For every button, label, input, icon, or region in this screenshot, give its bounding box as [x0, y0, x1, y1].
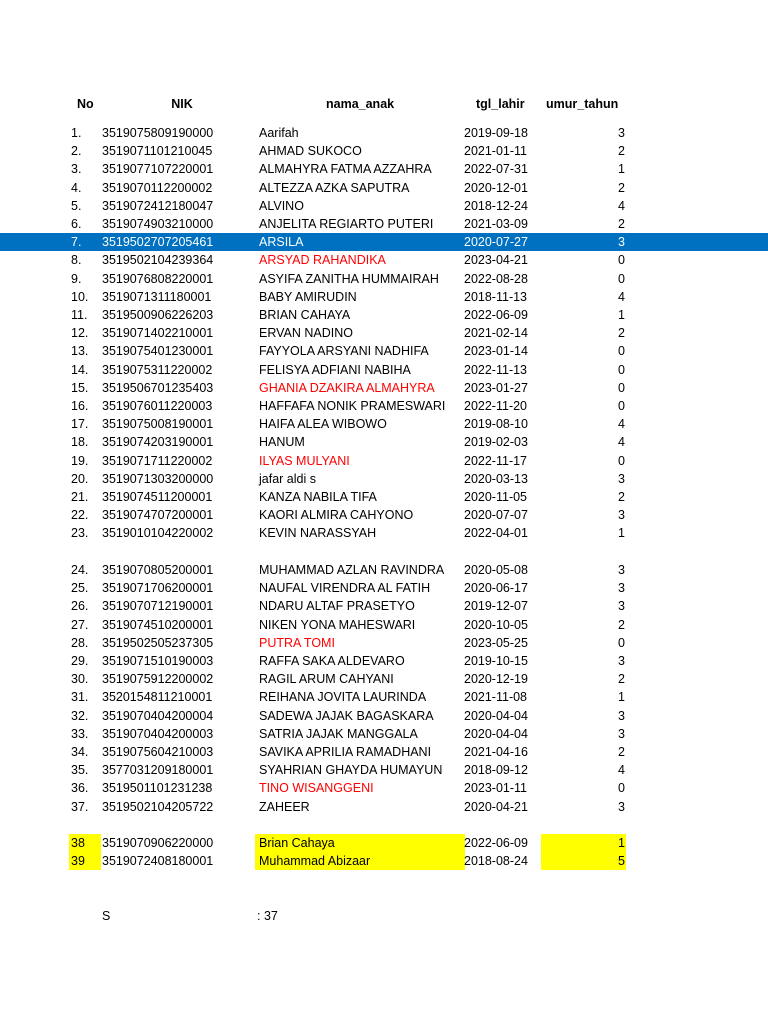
cell-nik: 3519074510200001: [102, 617, 214, 632]
cell-umur-tahun: 3: [618, 654, 625, 668]
cell-no: 19.: [71, 453, 89, 468]
table-row: [0, 324, 768, 342]
cell-no: 24.: [71, 563, 89, 577]
cell-umur-tahun: 4: [618, 198, 625, 213]
cell-tgl-lahir: 2019-08-10: [464, 417, 528, 432]
cell-nik: 3577031209180001: [102, 763, 214, 778]
cell-no: 5.: [71, 198, 82, 213]
cell-tgl-lahir: 2020-11-05: [464, 490, 528, 504]
cell-nama-anak: HANUM: [259, 435, 305, 450]
cell-no: 29.: [71, 654, 89, 668]
cell-no: 13.: [71, 344, 89, 359]
cell-nik: 3519074707200001: [102, 508, 214, 523]
cell-umur-tahun: 1: [541, 834, 626, 852]
cell-nik: 3519075401230001: [102, 344, 214, 359]
table-row: [0, 233, 768, 251]
cell-tgl-lahir: 2020-07-27: [464, 235, 528, 250]
cell-tgl-lahir: 2022-06-09: [464, 308, 528, 322]
table-row: [0, 652, 768, 670]
cell-no: 39: [69, 852, 101, 870]
cell-tgl-lahir: 2020-12-19: [464, 672, 528, 687]
cell-tgl-lahir: 2020-04-04: [464, 726, 528, 741]
cell-umur-tahun: 2: [618, 180, 625, 195]
cell-nik: 3519075912200002: [102, 672, 214, 687]
cell-no: 25.: [71, 581, 89, 596]
cell-umur-tahun: 0: [618, 253, 625, 268]
cell-umur-tahun: 5: [541, 852, 626, 870]
cell-tgl-lahir: 2020-07-07: [464, 508, 528, 523]
cell-tgl-lahir: 2023-05-25: [464, 635, 528, 650]
table-row: [0, 524, 768, 542]
cell-tgl-lahir: 2018-08-24: [464, 854, 528, 869]
table-row: [0, 415, 768, 433]
cell-umur-tahun: 3: [618, 508, 625, 523]
cell-nama-anak: KANZA NABILA TIFA: [259, 490, 377, 504]
cell-nama-anak: Aarifah: [259, 126, 299, 140]
cell-tgl-lahir: 2018-09-12: [464, 763, 528, 778]
cell-tgl-lahir: 2018-12-24: [464, 198, 528, 213]
cell-nama-anak: RAGIL ARUM CAHYANI: [259, 672, 394, 687]
table-row: [0, 452, 768, 470]
cell-umur-tahun: 3: [618, 581, 625, 596]
cell-nama-anak: ALVINO: [259, 198, 304, 213]
cell-umur-tahun: 0: [618, 399, 625, 413]
cell-tgl-lahir: 2020-04-21: [464, 799, 528, 814]
cell-nik: 3519070112200002: [102, 180, 213, 195]
cell-nama-anak: RAFFA SAKA ALDEVARO: [259, 654, 405, 668]
cell-tgl-lahir: 2023-01-11: [464, 781, 528, 796]
cell-tgl-lahir: 2022-11-20: [464, 399, 528, 413]
table-row: [0, 834, 768, 852]
cell-nik: 3519077107220001: [102, 162, 214, 177]
table-row: [0, 433, 768, 451]
cell-umur-tahun: 3: [618, 708, 625, 723]
cell-nik: 3519010104220002: [102, 526, 214, 541]
table-row: [0, 379, 768, 397]
cell-nik: 3519070805200001: [102, 563, 214, 577]
cell-nama-anak: REIHANA JOVITA LAURINDA: [259, 690, 427, 705]
cell-no: 32.: [71, 708, 89, 723]
cell-nama-anak: NDARU ALTAF PRASETYO: [259, 599, 415, 614]
cell-nama-anak: GHANIA DZAKIRA ALMAHYRA: [259, 380, 435, 395]
cell-nama-anak: Brian Cahaya: [255, 834, 465, 852]
cell-tgl-lahir: 2022-06-09: [464, 836, 528, 850]
cell-nama-anak: KAORI ALMIRA CAHYONO: [259, 508, 414, 523]
cell-nama-anak: SADEWA JAJAK BAGASKARA: [259, 708, 434, 723]
cell-nik: 3519502104205722: [102, 799, 214, 814]
table-row: [0, 688, 768, 706]
header-umur-tahun: umur_tahun: [546, 97, 619, 111]
table-row: [0, 251, 768, 269]
cell-tgl-lahir: 2021-11-08: [464, 690, 528, 705]
cell-nik: 3519070906220000: [102, 836, 214, 850]
cell-tgl-lahir: 2022-07-31: [464, 162, 528, 177]
cell-umur-tahun: 3: [618, 599, 625, 614]
cell-tgl-lahir: 2020-05-08: [464, 563, 528, 577]
cell-nik: 3519502505237305: [102, 635, 214, 650]
cell-no: 1.: [71, 126, 82, 140]
summary-value: : 37: [257, 909, 278, 923]
header-tgl-lahir: tgl_lahir: [476, 97, 525, 111]
cell-nama-anak: HAIFA ALEA WIBOWO: [259, 417, 387, 432]
cell-umur-tahun: 0: [618, 781, 625, 796]
cell-no: 8.: [71, 253, 82, 268]
cell-no: 22.: [71, 508, 89, 523]
table-row: [0, 743, 768, 761]
cell-nama-anak: TINO WISANGGENI: [259, 781, 374, 796]
cell-umur-tahun: 0: [618, 453, 625, 468]
table-row: [0, 306, 768, 324]
header-nik: NIK: [171, 97, 193, 111]
cell-tgl-lahir: 2021-02-14: [464, 326, 528, 341]
table-row: [0, 160, 768, 178]
cell-nama-anak: NAUFAL VIRENDRA AL FATIH: [259, 581, 431, 596]
cell-tgl-lahir: 2019-02-03: [464, 435, 528, 450]
cell-umur-tahun: 4: [618, 763, 625, 778]
cell-no: 11.: [71, 308, 88, 322]
cell-no: 17.: [71, 417, 89, 432]
cell-no: 12.: [71, 326, 89, 341]
cell-nama-anak: BABY AMIRUDIN: [259, 289, 357, 304]
cell-nama-anak: ARSYAD RAHANDIKA: [259, 253, 386, 268]
cell-umur-tahun: 0: [618, 362, 625, 377]
table-row: [0, 561, 768, 579]
cell-no: 4.: [71, 180, 82, 195]
cell-umur-tahun: 0: [618, 271, 625, 286]
cell-nik: 3519072408180001: [102, 854, 214, 869]
cell-no: 33.: [71, 726, 89, 741]
table-row: [0, 616, 768, 634]
cell-umur-tahun: 2: [618, 745, 625, 759]
cell-nama-anak: ALMAHYRA FATMA AZZAHRA: [259, 162, 432, 177]
cell-nik: 3519071101210045: [102, 144, 213, 159]
cell-nama-anak: PUTRA TOMI: [259, 635, 335, 650]
cell-umur-tahun: 3: [618, 799, 625, 814]
cell-tgl-lahir: 2020-06-17: [464, 581, 528, 596]
cell-tgl-lahir: 2020-03-13: [464, 471, 528, 486]
table-row: [0, 397, 768, 415]
cell-tgl-lahir: 2022-11-17: [464, 453, 528, 468]
cell-no: 14.: [71, 362, 89, 377]
cell-umur-tahun: 3: [618, 563, 625, 577]
cell-no: 9.: [71, 271, 82, 286]
cell-nama-anak: ALTEZZA AZKA SAPUTRA: [259, 180, 410, 195]
cell-nik: 3519075809190000: [102, 126, 214, 140]
cell-umur-tahun: 3: [618, 471, 625, 486]
table-row: [0, 488, 768, 506]
summary-label: S: [102, 909, 111, 923]
cell-nama-anak: ERVAN NADINO: [259, 326, 354, 341]
cell-no: 35.: [71, 763, 89, 778]
cell-nik: 3519074511200001: [102, 490, 213, 504]
cell-nik: 3519502707205461: [102, 235, 214, 250]
cell-nama-anak: NIKEN YONA MAHESWARI: [259, 617, 416, 632]
cell-no: 20.: [71, 471, 89, 486]
cell-no: 31.: [71, 690, 89, 705]
cell-nik: 3519071402210001: [102, 326, 214, 341]
cell-tgl-lahir: 2020-12-01: [464, 180, 528, 195]
table-row: [0, 342, 768, 360]
cell-umur-tahun: 0: [618, 380, 625, 395]
cell-tgl-lahir: 2019-10-15: [464, 654, 528, 668]
table-row: [0, 579, 768, 597]
cell-umur-tahun: 1: [618, 690, 625, 705]
cell-no: 37.: [71, 799, 89, 814]
cell-tgl-lahir: 2023-01-14: [464, 344, 528, 359]
cell-nama-anak: ASYIFA ZANITHA HUMMAIRAH: [259, 271, 439, 286]
cell-umur-tahun: 3: [618, 126, 625, 140]
cell-no: 26.: [71, 599, 89, 614]
table-row: [0, 215, 768, 233]
cell-tgl-lahir: 2023-04-21: [464, 253, 528, 268]
cell-umur-tahun: 3: [618, 726, 625, 741]
table-row: [0, 470, 768, 488]
cell-no: 7.: [71, 235, 82, 250]
cell-tgl-lahir: 2020-04-04: [464, 708, 528, 723]
cell-tgl-lahir: 2021-01-11: [464, 144, 528, 159]
cell-nama-anak: ANJELITA REGIARTO PUTERI: [259, 217, 434, 231]
cell-nama-anak: Muhammad Abizaar: [255, 852, 465, 870]
cell-no: 36.: [71, 781, 89, 796]
cell-no: 27.: [71, 617, 89, 632]
table-row: [0, 798, 768, 816]
table-row: [0, 197, 768, 215]
cell-no: 6.: [71, 217, 82, 231]
cell-umur-tahun: 0: [618, 635, 625, 650]
cell-umur-tahun: 2: [618, 617, 625, 632]
cell-nik: 3519070404200004: [102, 708, 214, 723]
cell-nik: 3519506701235403: [102, 380, 214, 395]
cell-nama-anak: FAYYOLA ARSYANI NADHIFA: [259, 344, 429, 359]
cell-tgl-lahir: 2019-09-18: [464, 126, 528, 140]
cell-umur-tahun: 3: [618, 235, 625, 250]
cell-nik: 3519502104239364: [102, 253, 214, 268]
table-row: [0, 270, 768, 288]
cell-no: 30.: [71, 672, 89, 687]
cell-no: 23.: [71, 526, 89, 541]
table-row: [0, 707, 768, 725]
cell-nik: 3519075008190001: [102, 417, 214, 432]
cell-nik: 3519074903210000: [102, 217, 214, 231]
cell-no: 18.: [71, 435, 89, 450]
cell-no: 15.: [71, 380, 89, 395]
cell-umur-tahun: 2: [618, 326, 625, 341]
cell-nik: 3519071311180001: [102, 289, 212, 304]
cell-tgl-lahir: 2021-03-09: [464, 217, 528, 231]
cell-tgl-lahir: 2021-04-16: [464, 745, 528, 759]
cell-tgl-lahir: 2020-10-05: [464, 617, 528, 632]
table-row: [0, 506, 768, 524]
table-row: [0, 124, 768, 142]
cell-nik: 3519071303200000: [102, 471, 214, 486]
cell-tgl-lahir: 2019-12-07: [464, 599, 528, 614]
table-row: [0, 725, 768, 743]
cell-nama-anak: AHMAD SUKOCO: [259, 144, 362, 159]
table-row: [0, 852, 768, 870]
header-no: No: [77, 97, 94, 111]
table-row: [0, 670, 768, 688]
cell-tgl-lahir: 2022-08-28: [464, 271, 528, 286]
cell-umur-tahun: 2: [618, 672, 625, 687]
cell-no: 28.: [71, 635, 89, 650]
cell-no: 16.: [71, 399, 89, 413]
cell-no: 2.: [71, 144, 82, 159]
cell-nama-anak: KEVIN NARASSYAH: [259, 526, 377, 541]
cell-tgl-lahir: 2018-11-13: [464, 289, 528, 304]
table-row: [0, 361, 768, 379]
cell-umur-tahun: 1: [618, 526, 625, 541]
cell-umur-tahun: 2: [618, 490, 625, 504]
cell-nik: 3519076808220001: [102, 271, 214, 286]
cell-tgl-lahir: 2022-04-01: [464, 526, 528, 541]
cell-nik: 3519075604210003: [102, 745, 214, 759]
cell-nama-anak: MUHAMMAD AZLAN RAVINDRA: [259, 563, 445, 577]
cell-umur-tahun: 4: [618, 417, 625, 432]
table-row: [0, 288, 768, 306]
cell-nik: 3519500906226203: [102, 308, 214, 322]
cell-nik: 3520154811210001: [102, 690, 213, 705]
cell-umur-tahun: 2: [618, 217, 625, 231]
table-row: [0, 597, 768, 615]
cell-no: 34.: [71, 745, 89, 759]
cell-umur-tahun: 1: [618, 308, 625, 322]
table-row: [0, 142, 768, 160]
cell-nik: 3519071711220002: [102, 453, 213, 468]
cell-umur-tahun: 2: [618, 144, 625, 159]
table-row: [0, 634, 768, 652]
cell-nama-anak: ZAHEER: [259, 799, 310, 814]
cell-nik: 3519075311220002: [102, 362, 213, 377]
cell-umur-tahun: 4: [618, 289, 625, 304]
cell-nama-anak: ILYAS MULYANI: [259, 453, 350, 468]
cell-nama-anak: FELISYA ADFIANI NABIHA: [259, 362, 411, 377]
cell-no: 3.: [71, 162, 82, 177]
table-row: [0, 761, 768, 779]
cell-nik: 3519071510190003: [102, 654, 214, 668]
cell-no: 21.: [71, 490, 89, 504]
cell-nik: 3519070404200003: [102, 726, 214, 741]
cell-nama-anak: ARSILA: [259, 235, 304, 250]
cell-nik: 3519070712190001: [102, 599, 214, 614]
cell-nama-anak: SYAHRIAN GHAYDA HUMAYUN: [259, 763, 443, 778]
cell-nama-anak: BRIAN CAHAYA: [259, 308, 351, 322]
cell-tgl-lahir: 2022-11-13: [464, 362, 528, 377]
cell-umur-tahun: 0: [618, 344, 625, 359]
cell-nik: 3519076011220003: [102, 399, 213, 413]
cell-nama-anak: jafar aldi s: [259, 471, 316, 486]
table-row: [0, 779, 768, 797]
cell-nama-anak: HAFFAFA NONIK PRAMESWARI: [259, 399, 446, 413]
table-row: [0, 179, 768, 197]
cell-nama-anak: SATRIA JAJAK MANGGALA: [259, 726, 418, 741]
cell-no: 38: [69, 834, 101, 852]
cell-nik: 3519071706200001: [102, 581, 214, 596]
cell-no: 10.: [71, 289, 89, 304]
cell-nama-anak: SAVIKA APRILIA RAMADHANI: [259, 745, 432, 759]
header-nama-anak: nama_anak: [326, 97, 395, 111]
cell-umur-tahun: 4: [618, 435, 625, 450]
cell-nik: 3519074203190001: [102, 435, 214, 450]
cell-umur-tahun: 1: [618, 162, 625, 177]
cell-nik: 3519501101231238: [102, 781, 213, 796]
cell-nik: 3519072412180047: [102, 198, 214, 213]
cell-tgl-lahir: 2023-01-27: [464, 380, 528, 395]
